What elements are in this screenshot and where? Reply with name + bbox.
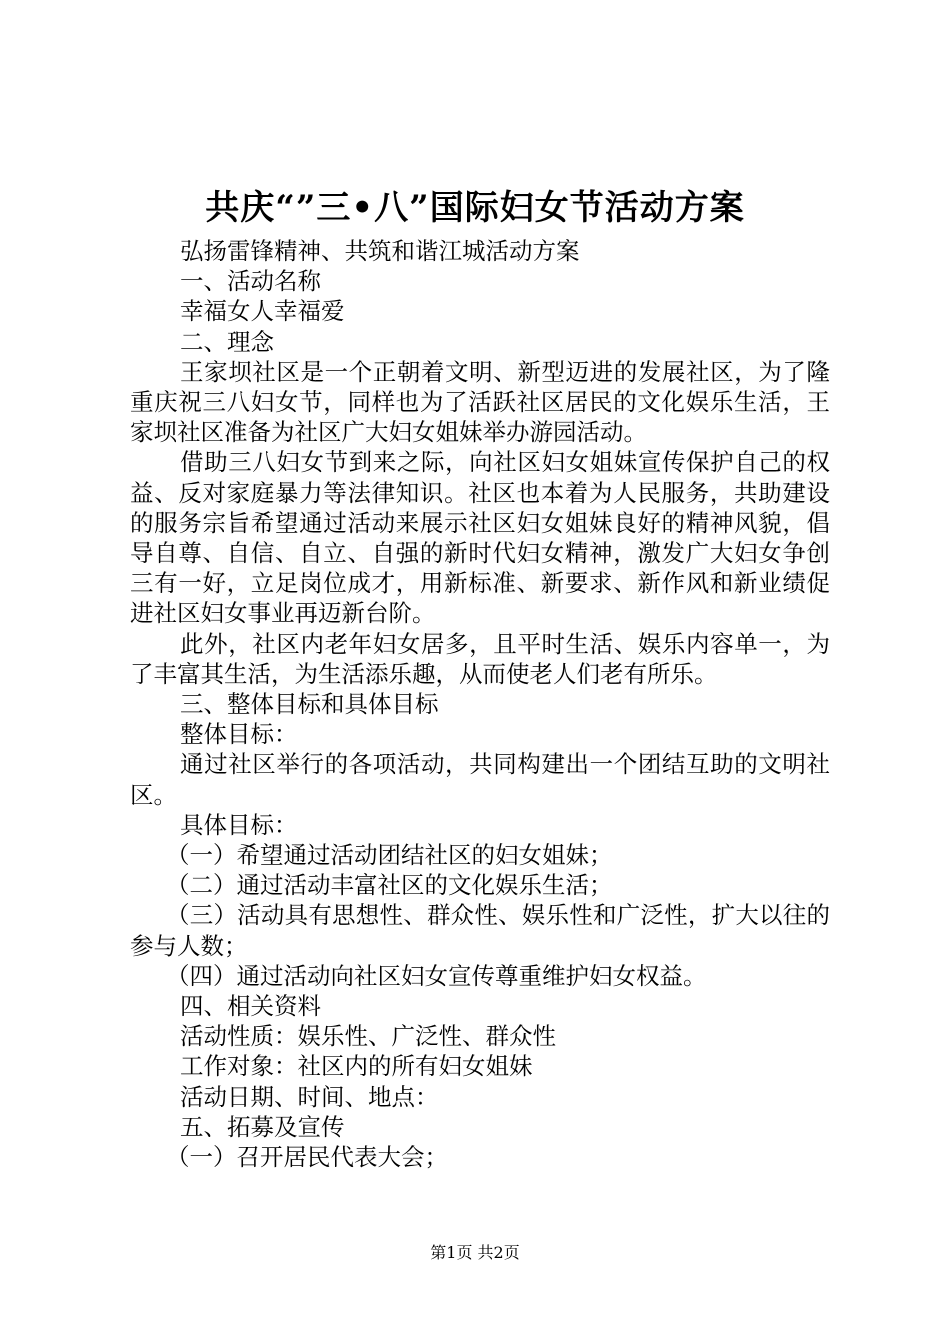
paragraph-work-target: 工作对象：社区内的所有妇女姐妹 [180, 1052, 533, 1081]
list-item-promotion-1: （一）召开居民代表大会； [166, 1143, 448, 1172]
paragraph-concept-1: 王家坝社区是一个正朝着文明、新型迈进的发展社区，为了隆重庆祝三八妇女节，同样也为了活跃社区居民的文化娱乐生活，王家坝社区准备为社区广大妇女姐妹举办游园活动。 [130, 357, 830, 447]
list-item-goal-4: （四）通过活动向社区妇女宣传尊重维护妇女权益。 [166, 961, 707, 990]
paragraph-date-time-place: 活动日期、时间、地点： [180, 1082, 439, 1111]
list-item-goal-2: （二）通过活动丰富社区的文化娱乐生活； [166, 871, 613, 900]
section-heading-1: 一、活动名称 [180, 267, 321, 296]
section-heading-2: 二、理念 [180, 327, 274, 356]
paragraph-concept-2: 借助三八妇女节到来之际，向社区妇女姐妹宣传保护自己的权益、反对家庭暴力等法律知识。社区也本着为人民服务，共助建设的服务宗旨希望通过活动来展示社区妇女姐妹良好的精神风貌，倡导自尊、自信、自立、自强的新时代妇女精神，激发广大妇女争创三有一好，立足岗位成才，用新标准、新要求、新作风和新业绩促进社区妇女事业再迈新台阶。 [130, 448, 830, 628]
page-number-footer: 第1页 共2页 [430, 1243, 520, 1262]
paragraph-specific-goal-label: 具体目标： [180, 810, 298, 839]
section-heading-3: 三、整体目标和具体目标 [180, 690, 439, 719]
paragraph-overall-goal-label: 整体目标： [180, 720, 298, 749]
paragraph-overall-goal: 通过社区举行的各项活动，共同构建出一个团结互助的文明社区。 [130, 750, 830, 809]
list-item-goal-1: （一）希望通过活动团结社区的妇女姐妹； [166, 841, 613, 870]
paragraph-activity-name: 幸福女人幸福爱 [180, 297, 345, 326]
section-heading-5: 五、拓募及宣传 [180, 1112, 345, 1141]
paragraph-subtitle: 弘扬雷锋精神、共筑和谐江城活动方案 [180, 237, 580, 265]
section-heading-4: 四、相关资料 [180, 992, 321, 1021]
document-body [130, 236, 830, 1172]
list-item-goal-3: （三）活动具有思想性、群众性、娱乐性和广泛性，扩大以往的参与人数； [130, 901, 830, 960]
paragraph-concept-3: 此外，社区内老年妇女居多，且平时生活、娱乐内容单一，为了丰富其生活，为生活添乐趣，从而使老人们老有所乐。 [130, 629, 830, 688]
document-title: 共庆“”三•八”国际妇女节活动方案 [205, 188, 745, 228]
paragraph-activity-nature: 活动性质：娱乐性、广泛性、群众性 [180, 1022, 556, 1051]
